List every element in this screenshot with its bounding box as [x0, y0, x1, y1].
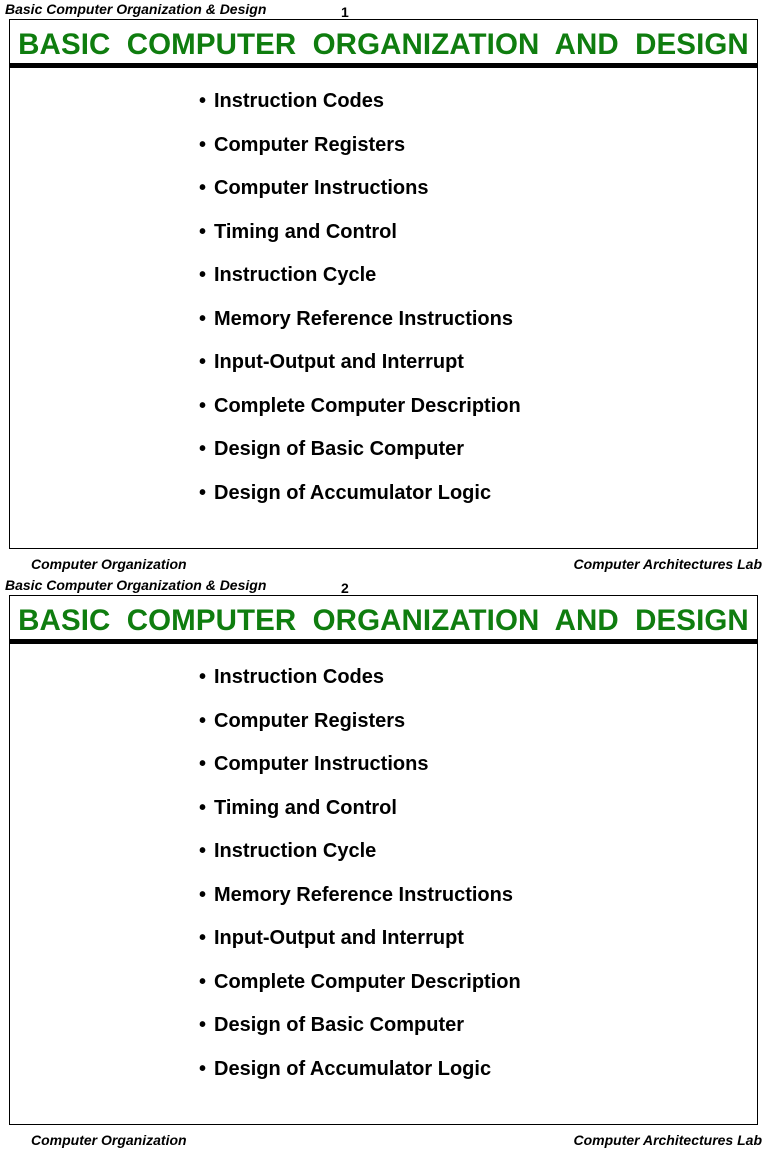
list-item-text: Computer Instructions: [214, 177, 429, 199]
list-item-text: Computer Registers: [214, 133, 406, 156]
slide-frame: [9, 595, 758, 1125]
list-item-text: Timing and Control: [214, 220, 397, 243]
page-header-title: Basic Computer Organization & Design: [5, 577, 267, 593]
list-item: [199, 971, 521, 1015]
list-item: [199, 797, 521, 841]
bullet-icon: •: [199, 970, 207, 993]
list-item-text: Instruction Codes: [214, 90, 385, 112]
list-item: [199, 1014, 521, 1058]
list-item: [199, 351, 521, 395]
bullet-icon: •: [199, 394, 207, 417]
page-header-title: Basic Computer Organization & Design: [5, 1, 267, 17]
bullet-icon: •: [199, 1057, 207, 1080]
list-item-text: Computer Registers: [214, 709, 406, 732]
list-item: [199, 753, 521, 797]
list-item: [199, 710, 521, 754]
list-item-text: Design of Basic Computer: [214, 438, 465, 460]
bullet-icon: •: [199, 351, 207, 373]
list-item-text: Design of Accumulator Logic: [214, 481, 492, 504]
list-item-text: Input-Output and Interrupt: [214, 351, 464, 373]
bullet-icon: •: [199, 307, 207, 330]
list-item-text: Computer Instructions: [214, 753, 429, 775]
list-item-text: Instruction Cycle: [214, 264, 377, 286]
page-number: 1: [341, 4, 349, 20]
title-underline-rule: [10, 639, 757, 644]
slide-title: BASIC COMPUTER ORGANIZATION AND DESIGN: [18, 28, 749, 61]
slide-page-2: [0, 576, 768, 1152]
title-underline-rule: [10, 63, 757, 68]
list-item: [199, 1058, 521, 1102]
list-item-text: Design of Accumulator Logic: [214, 1057, 492, 1080]
bullet-icon: •: [199, 264, 207, 286]
list-item: [199, 666, 521, 710]
topic-list: [199, 90, 521, 525]
list-item: [199, 134, 521, 178]
slide-frame: [9, 19, 758, 549]
list-item: [199, 482, 521, 526]
bullet-icon: •: [199, 220, 207, 243]
list-item: [199, 221, 521, 265]
list-item-text: Memory Reference Instructions: [214, 883, 513, 906]
bullet-icon: •: [199, 840, 207, 862]
list-item-text: Complete Computer Description: [214, 394, 521, 417]
list-item: [199, 438, 521, 482]
bullet-icon: •: [199, 438, 207, 460]
list-item: [199, 90, 521, 134]
footer-lab-name: Computer Architectures Lab: [573, 1132, 762, 1148]
bullet-icon: •: [199, 90, 207, 112]
bullet-icon: •: [199, 709, 207, 732]
list-item-text: Input-Output and Interrupt: [214, 927, 464, 949]
list-item: [199, 177, 521, 221]
list-item-text: Complete Computer Description: [214, 970, 521, 993]
topic-list: [199, 666, 521, 1101]
list-item: [199, 308, 521, 352]
list-item: [199, 395, 521, 439]
list-item-text: Instruction Cycle: [214, 840, 377, 862]
bullet-icon: •: [199, 133, 207, 156]
slide-title: BASIC COMPUTER ORGANIZATION AND DESIGN: [18, 604, 749, 637]
list-item: [199, 927, 521, 971]
bullet-icon: •: [199, 883, 207, 906]
bullet-icon: •: [199, 927, 207, 949]
bullet-icon: •: [199, 481, 207, 504]
footer-lab-name: Computer Architectures Lab: [573, 556, 762, 572]
list-item-text: Design of Basic Computer: [214, 1014, 465, 1036]
list-item-text: Memory Reference Instructions: [214, 307, 513, 330]
footer-course-name: Computer Organization: [31, 556, 187, 572]
bullet-icon: •: [199, 1014, 207, 1036]
bullet-icon: •: [199, 796, 207, 819]
list-item: [199, 884, 521, 928]
list-item-text: Timing and Control: [214, 796, 397, 819]
list-item-text: Instruction Codes: [214, 666, 385, 688]
page-number: 2: [341, 580, 349, 596]
list-item: [199, 840, 521, 884]
list-item: [199, 264, 521, 308]
bullet-icon: •: [199, 753, 207, 775]
footer-course-name: Computer Organization: [31, 1132, 187, 1148]
bullet-icon: •: [199, 666, 207, 688]
bullet-icon: •: [199, 177, 207, 199]
